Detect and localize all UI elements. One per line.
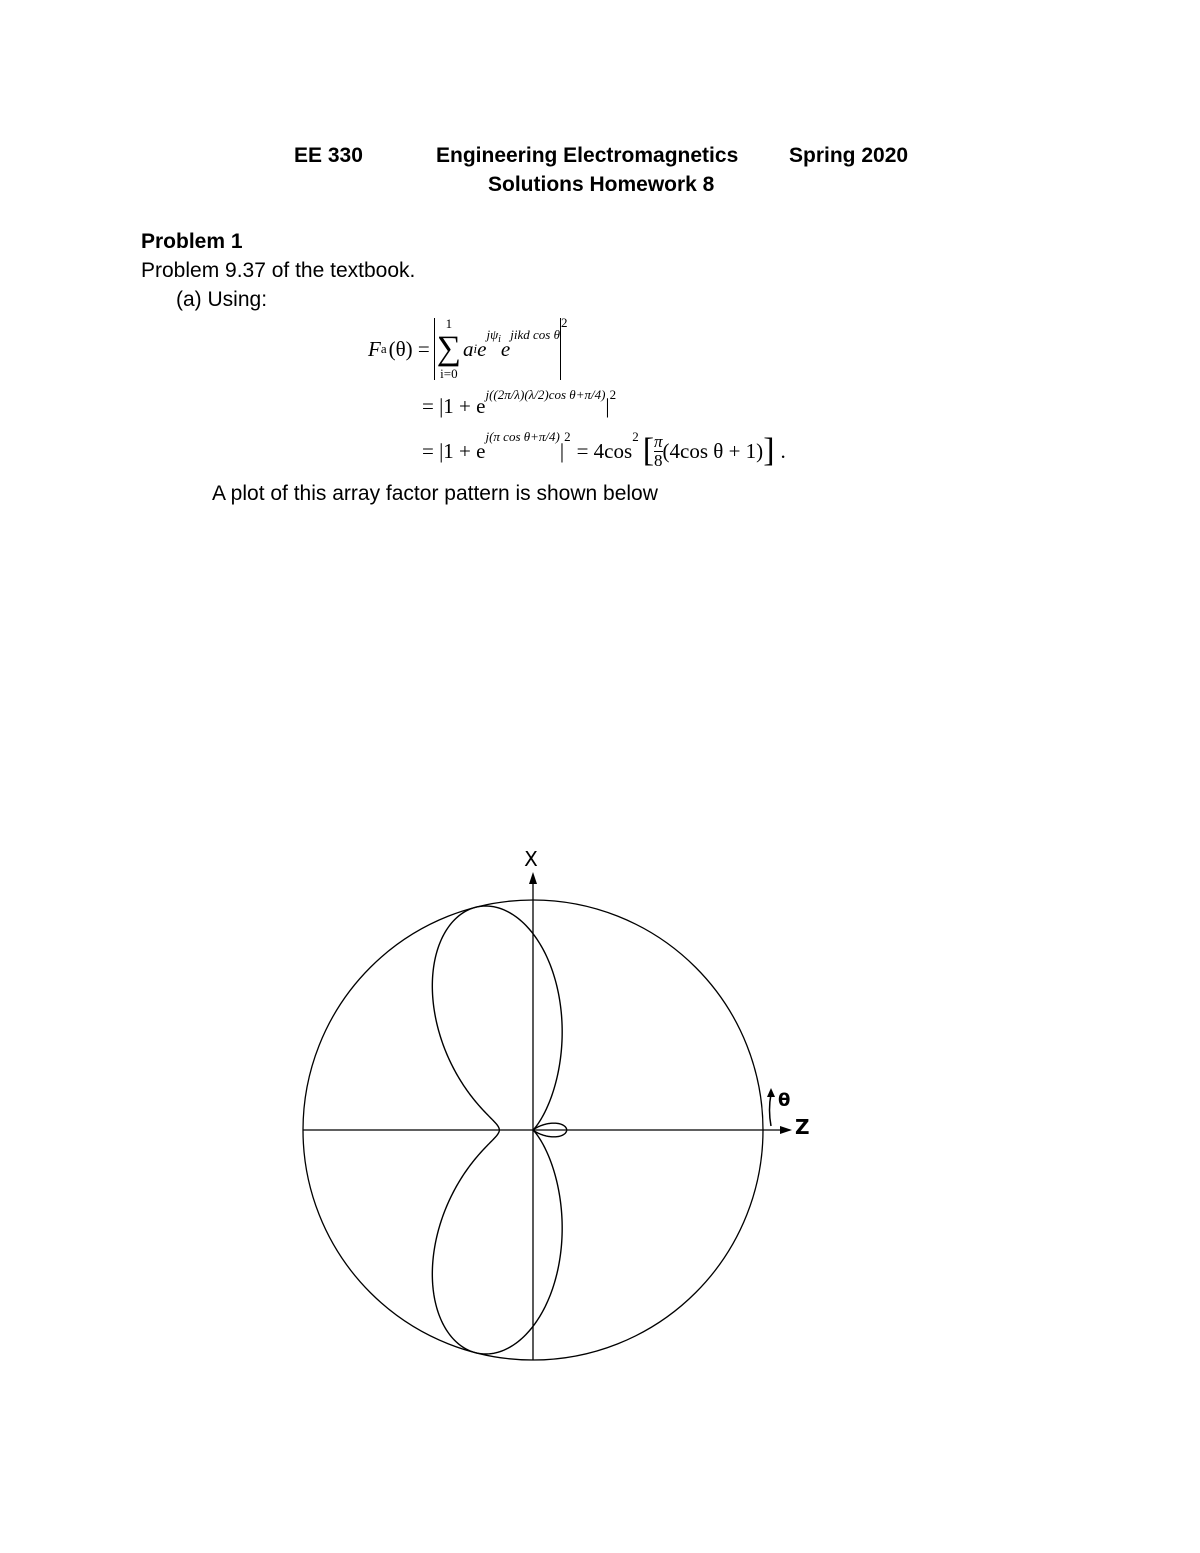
eq2-power: 2 bbox=[609, 387, 617, 402]
theta-arrow-icon bbox=[767, 1088, 775, 1097]
eq3-rhs: = 4cos bbox=[576, 438, 633, 463]
frac-den: 8 bbox=[654, 450, 663, 470]
document-subtitle: Solutions Homework 8 bbox=[488, 173, 715, 196]
equation-line-3 bbox=[422, 429, 786, 470]
equation-line-1 bbox=[368, 316, 567, 382]
sum-upper: 1 bbox=[445, 316, 453, 331]
z-axis-arrow bbox=[780, 1126, 792, 1134]
part-a-label: (a) Using: bbox=[176, 288, 268, 311]
summand-sub: i bbox=[473, 341, 478, 356]
abs-bar-left bbox=[434, 318, 435, 380]
summand-e2: e bbox=[500, 336, 511, 361]
problem-heading: Problem 1 bbox=[141, 230, 243, 253]
plot-caption: A plot of this array factor pattern is shown below bbox=[212, 482, 658, 505]
summand-e1: e bbox=[477, 336, 487, 361]
eq-lhs-arg: (θ) = bbox=[388, 336, 430, 361]
course-title: Engineering Electromagnetics bbox=[436, 144, 739, 167]
eq3-exp: j(π cos θ+π/4) bbox=[485, 429, 560, 444]
eq-lhs-sub: a bbox=[380, 341, 387, 356]
eq3-period: . bbox=[780, 438, 786, 463]
unit-circle bbox=[303, 900, 763, 1360]
eq3-fraction bbox=[654, 433, 663, 470]
eq-power: 2 bbox=[560, 315, 568, 330]
eq3-paren: (4cos θ + 1) bbox=[662, 438, 764, 463]
eq3-mid: | bbox=[559, 438, 565, 463]
eq-lhs: F bbox=[368, 336, 381, 361]
x-axis-label: X bbox=[524, 847, 538, 871]
eq3-bracket-close: ] bbox=[763, 432, 775, 469]
eq3-power: 2 bbox=[564, 429, 571, 444]
x-axis-arrow bbox=[529, 872, 537, 884]
course-code: EE 330 bbox=[294, 144, 363, 167]
term: Spring 2020 bbox=[789, 144, 909, 167]
eq3-bracket-open: [ bbox=[642, 432, 655, 469]
array-factor-pattern bbox=[432, 906, 566, 1354]
summand: a bbox=[463, 336, 474, 361]
summation bbox=[437, 316, 461, 382]
problem-reference: Problem 9.37 of the textbook. bbox=[141, 259, 416, 282]
eq2-end: | bbox=[605, 394, 610, 418]
summand-exp2: jikd cos θ bbox=[510, 327, 560, 342]
frac-num: π bbox=[654, 431, 663, 451]
theta-label: θ bbox=[778, 1090, 791, 1111]
eq2-start: = |1 + e bbox=[422, 394, 486, 418]
z-axis-label: Z bbox=[795, 1115, 810, 1139]
summand-exp1-sub: i bbox=[498, 333, 501, 345]
eq3-cos-power: 2 bbox=[632, 429, 639, 444]
theta-arc-icon bbox=[770, 1094, 772, 1126]
eq3-start: = |1 + e bbox=[422, 438, 486, 463]
equation-line-2 bbox=[422, 387, 617, 419]
summand-exp1: jψ bbox=[486, 327, 499, 342]
sum-symbol: ∑ bbox=[436, 330, 461, 367]
eq2-exp: j((2π/λ)(λ/2)cos θ+π/4) bbox=[485, 387, 606, 402]
sum-lower: i=0 bbox=[440, 366, 458, 381]
